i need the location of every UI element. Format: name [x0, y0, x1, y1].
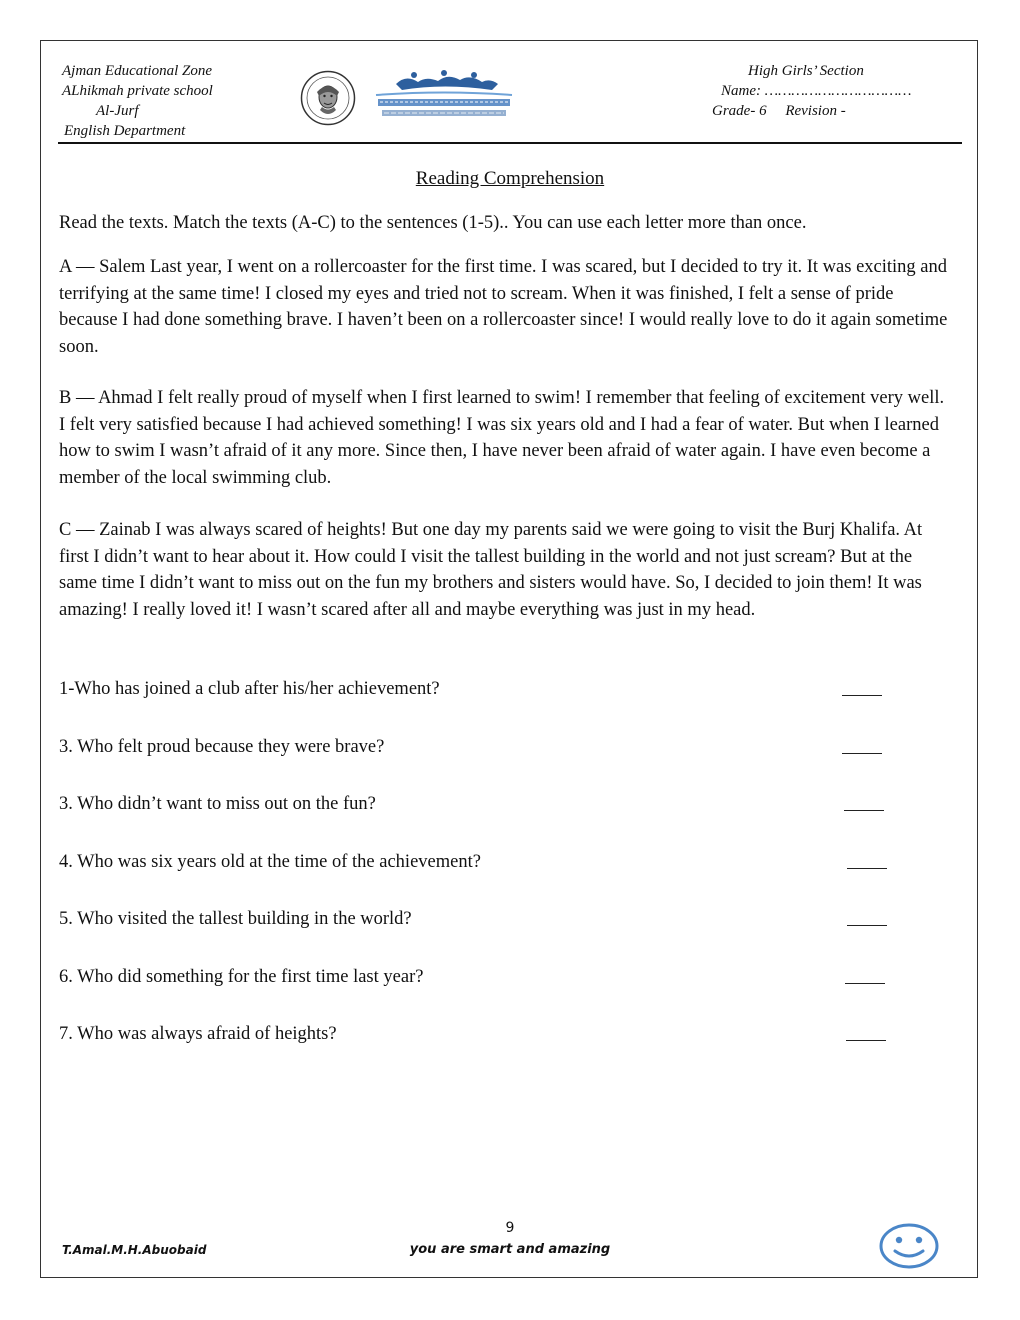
footer-motto: you are smart and amazing	[409, 1242, 611, 1257]
smiley-face-icon	[878, 1222, 940, 1270]
question-6: 6. Who did something for the first time last year?	[59, 967, 424, 987]
passage-b: B — Ahmad I felt really proud of myself when I first learned to swim! I remember that feeling of excitement very well. I felt very satisfied because I had achieved something! I was six years old and I had a fear of water. But when I learned how to swim I wasn’t afraid of it any more. Since then, I have never been afraid of water again. I have even become a member of the local swimming club.	[59, 388, 945, 488]
answer-blank-1[interactable]	[842, 695, 882, 696]
header-section: High Girls’ Section	[748, 63, 864, 79]
question-7: 7. Who was always afraid of heights?	[59, 1024, 337, 1044]
question-4: 4. Who was six years old at the time of the achievement?	[59, 852, 481, 872]
teacher-name: T.Amal.M.H.Abuobaid	[62, 1243, 207, 1257]
header-school: ALhikmah private school	[62, 83, 213, 99]
header-student-info	[700, 61, 950, 121]
header-zone: Ajman Educational Zone	[62, 63, 212, 79]
answer-blank-6[interactable]	[845, 983, 885, 984]
header-location: Al-Jurf	[96, 103, 139, 119]
question-1: 1-Who has joined a club after his/her achievement?	[59, 679, 440, 699]
question-5: 5. Who visited the tallest building in the world?	[59, 909, 412, 929]
answer-blank-5[interactable]	[847, 925, 887, 926]
header-divider	[58, 142, 962, 144]
emblem-seal-icon	[300, 70, 356, 126]
question-2: 3. Who felt proud because they were brave?	[59, 737, 385, 757]
header-grade: Grade- 6 Revision -	[712, 103, 846, 119]
page-number: 9	[505, 1220, 515, 1236]
school-logo-icon	[366, 70, 522, 120]
passage-c: C — Zainab I was always scared of heights! But one day my parents said we were going to visit the Burj Khalifa. At first I didn’t want to hear about it. How could I visit the tallest building in the world and not just scream? But at the same time I didn’t want to miss out on the fun my brothers and sisters would have. So, I decided to join them! It was amazing! I really loved it! I wasn’t scared after all and maybe everything was just in my head.	[59, 520, 923, 620]
answer-blank-7[interactable]	[846, 1040, 886, 1041]
question-3: 3. Who didn’t want to miss out on the fun?	[59, 794, 376, 814]
student-name-field[interactable]: Name: ……………………………	[721, 83, 912, 99]
answer-blank-4[interactable]	[847, 868, 887, 869]
passage-a: A — Salem Last year, I went on a rollercoaster for the first time. I was scared, but I decided to try it. It was exciting and terrifying at the same time! I closed my eyes and tried not to scream. When it was finished, I felt a sense of pride because I had done something brave. I haven’t been on a rollercoaster since! I would really love to do it again sometime soon.	[59, 257, 948, 357]
header-department: English Department	[64, 123, 186, 139]
answer-blank-2[interactable]	[842, 753, 882, 754]
instructions: Read the texts. Match the texts (A-C) to the sentences (1-5).. You can use each letter more than once.	[59, 213, 807, 233]
answer-blank-3[interactable]	[844, 810, 884, 811]
header-school-info	[62, 61, 213, 141]
page-title: Reading Comprehension	[415, 168, 605, 189]
